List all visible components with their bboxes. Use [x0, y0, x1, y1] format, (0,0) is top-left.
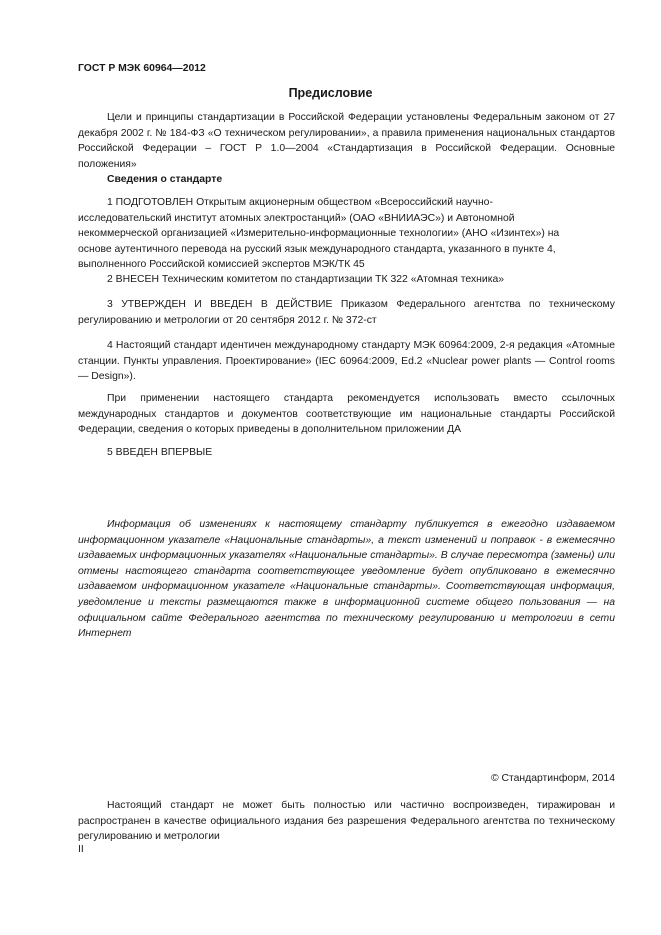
- page-number: II: [78, 844, 84, 855]
- item-5-paragraph: 5 ВВЕДЕН ВПЕРВЫЕ: [107, 447, 213, 458]
- item-4-paragraph: 4 Настоящий стандарт идентичен международному стандарту МЭК 60964:2009, 2-я редакция «Атомные станции. Пункты управления. Проектирование» (IEC 60964:2009, Ed.2 «Nuclear power plants — Control rooms — Design»).: [78, 340, 615, 383]
- reproduction-notice: Настоящий стандарт не может быть полностью или частично воспроизведен, тиражирован и распространен в качестве официального издания без разрешения Федерального агентства по техническому регулированию и метрологии: [78, 800, 615, 843]
- notice-paragraph: Информация об изменениях к настоящему стандарту публикуется в ежегодно издаваемом информационном указателе «Национальные стандарты», а текст изменений и поправок - в ежемесячно издаваемых информационных указателях «Национальные стандарты». В случае пересмотра (замены) или отмены настоящего стандарта соответствующее уведомление будет опубликовано в ежемесячно издаваемом информационном указателе «Национальные стандарты». Соответствующая информация, уведомление и тексты размещаются также в информационной системе общего пользования — на официальном сайте Федерального агентства по техническому регулированию и метрологии в сети Интернет: [78, 519, 615, 640]
- item-4-note-paragraph: При применении настоящего стандарта рекомендуется использовать вместо ссылочных международных стандартов и документов соответствующие им национальные стандарты Российской Федерации, сведения о которых приведены в дополнительном приложении ДА: [78, 393, 615, 436]
- item-3-paragraph: 3 УТВЕРЖДЕН И ВВЕДЕН В ДЕЙСТВИЕ Приказом Федерального агентства по техническому регулированию и метрологии от 20 сентября 2012 г. № 372-ст: [78, 299, 615, 326]
- page-title: Предисловие: [288, 86, 373, 100]
- section-heading: Сведения о стандарте: [107, 174, 223, 185]
- item-1-paragraph: 1 ПОДГОТОВЛЕН Открытым акционерным обществом «Всероссийский научно-исследовательский институт атомных электростанций» (ОАО «ВНИИАЭС») и Автономной некоммерческой организацией «Измерительно-информационные технологии» (АНО «Изинтех») на основе аутентичного перевода на русский язык международного стандарта, указанного в пункте 4, выполненного Российской комиссией экспертов МЭК/ТК 45: [78, 197, 560, 271]
- item-2-paragraph: 2 ВНЕСЕН Техническим комитетом по стандартизации ТК 322 «Атомная техника»: [107, 274, 505, 285]
- copyright-line: © Стандартинформ, 2014: [490, 773, 615, 784]
- document-code: ГОСТ Р МЭК 60964—2012: [78, 63, 206, 74]
- intro-paragraph: Цели и принципы стандартизации в Российской Федерации установлены Федеральным законом от 27 декабря 2002 г. № 184-ФЗ «О техническом регулировании», а правила применения национальных стандартов Российской Федерации – ГОСТ Р 1.0—2004 «Стандартизация в Российской Федерации. Основные положения»: [78, 112, 615, 170]
